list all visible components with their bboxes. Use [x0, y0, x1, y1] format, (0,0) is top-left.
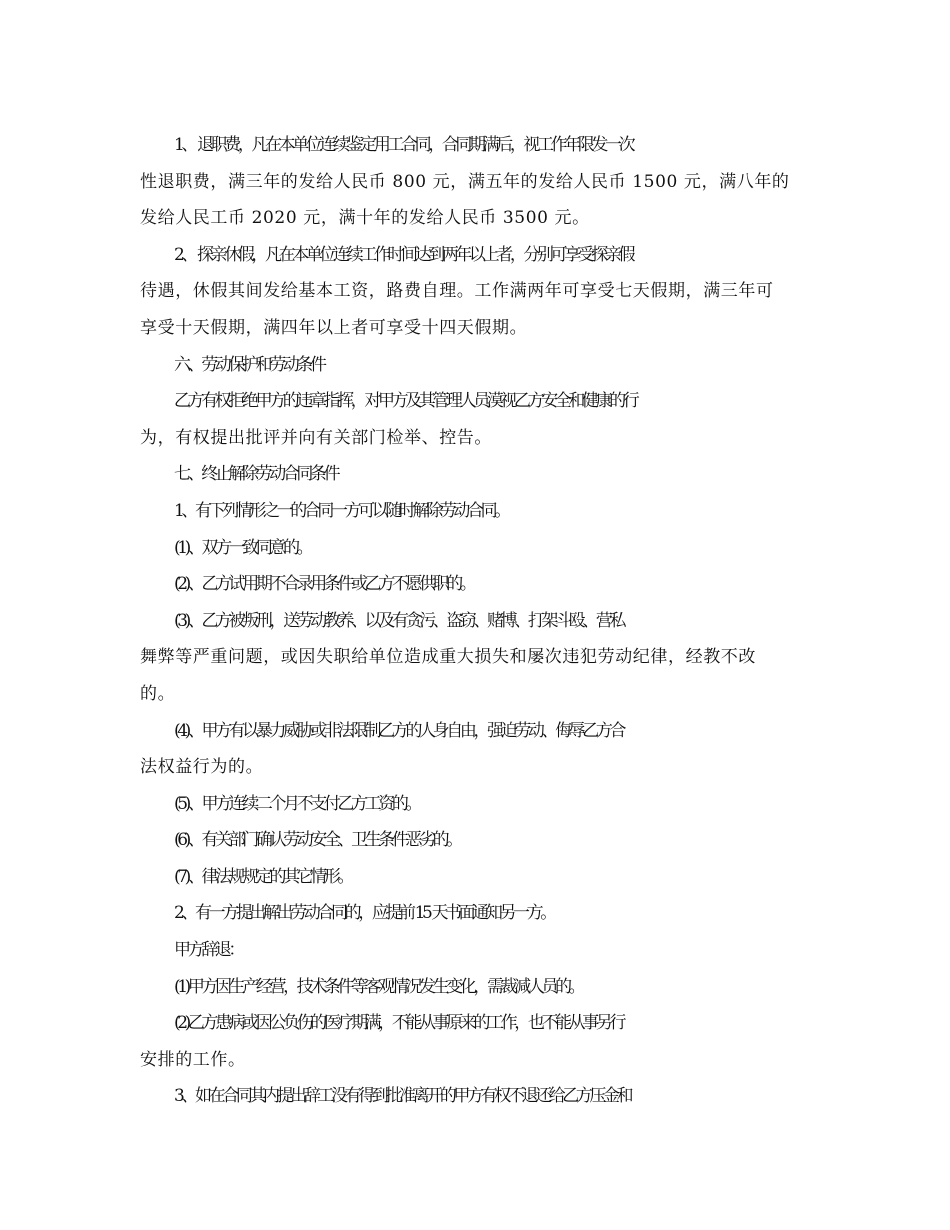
text-line: 享受十天假期，满四年以上者可享受十四天假期。: [140, 317, 528, 338]
text-line: (6)、有关部门确认劳动安全、卫生条件恶劣的。: [174, 830, 460, 851]
paragraph-p10: [140, 713, 812, 786]
text-line: (5)、甲方连续二个月不支付乙方工资的。: [174, 793, 420, 814]
text-line: (2)、乙方试用期不合录用条件或乙方不愿供职的。: [174, 574, 474, 595]
paragraph-p8: [140, 566, 812, 603]
paragraph-p17: [140, 1005, 812, 1078]
document-body: [140, 127, 812, 1115]
text-line: (7)、律法规规定的其它情形。: [174, 866, 352, 887]
paragraph-p7: [140, 530, 812, 567]
paragraph-p14: [140, 895, 812, 932]
text-line: 法权益行为的。: [140, 757, 264, 778]
text-line: 3、如在合同其内提出辞工没有得到批准离开的甲方有权不退还给乙方压金和: [174, 1086, 631, 1107]
text-line: 待遇，休假其间发给基本工资，路费自理。工作满两年可享受七天假期，满三年可: [140, 281, 774, 302]
paragraph-p1: [140, 127, 812, 237]
paragraph-p12: [140, 822, 812, 859]
text-line: 1、有下列情形之一的合同一方可以随时解除劳动合同。: [174, 500, 508, 521]
text-line: 2、有一方提出解出劳动合同的，应提前 15 天书面通知另一方。: [174, 903, 554, 924]
text-line: (1)甲方因生产经营，技术条件等客观情况发生变化，需裁减人员的。: [174, 976, 583, 997]
text-line: 六、劳动保护和劳动条件: [174, 354, 324, 375]
text-line: (3)、乙方被叛刑，送劳动教养、以及有贪污、盗窃、赌博、打架斗殴、营私: [174, 610, 624, 631]
text-line: 安排的工作。: [140, 1049, 246, 1070]
text-line: 1、 退职费，凡在本单位连续鉴定用工合同，合同期满后，视工作年限发一次: [174, 135, 633, 155]
text-line: 乙方有权拒绝甲方的违章指挥，对甲方及其管理人员漠视乙方安全和健康的行: [174, 391, 637, 412]
text-line: 舞弊等严重问题，或因失职给单位造成重大损失和屡次违犯劳动纪律，经教不改: [140, 647, 756, 668]
text-line: 的。: [140, 683, 176, 704]
text-line: (2)乙方患病或因公负伤的医疗期满，不能从事原来的工作，也不能从事另行: [174, 1013, 624, 1034]
paragraph-p6: [140, 493, 812, 530]
text-line: 性退职费，满三年的发给人民币 800 元，满五年的发给人民币 1500 元，满八年的: [140, 171, 790, 192]
paragraph-p18: [140, 1078, 812, 1115]
text-line: 2、 探亲休假，凡在本单位连续工作时间达到两年以上者，分别可享受探亲假: [174, 244, 633, 265]
paragraph-p11: [140, 786, 812, 823]
paragraph-p16: [140, 969, 812, 1006]
paragraph-p15: [140, 932, 812, 969]
paragraph-p4: [140, 383, 812, 456]
text-line: 发给人民工币 2020 元，满十年的发给人民币 3500 元。: [140, 208, 590, 229]
paragraph-p13: [140, 859, 812, 896]
text-line: (4)、甲方有以暴力威胁或非法限制乙方的人身自由，强迫劳动、侮辱乙方合: [174, 720, 624, 741]
text-line: 甲方辞退：: [174, 940, 242, 961]
paragraph-p2: [140, 237, 812, 347]
text-line: 七、终止解除劳动合同条件: [174, 464, 338, 485]
paragraph-p9: [140, 603, 812, 713]
paragraph-p5: [140, 456, 812, 493]
text-line: 为，有权提出批评并向有关部门检举、控告。: [140, 427, 492, 448]
paragraph-p3: [140, 347, 812, 384]
text-line: (1)、双方一致同意的。: [174, 537, 311, 558]
